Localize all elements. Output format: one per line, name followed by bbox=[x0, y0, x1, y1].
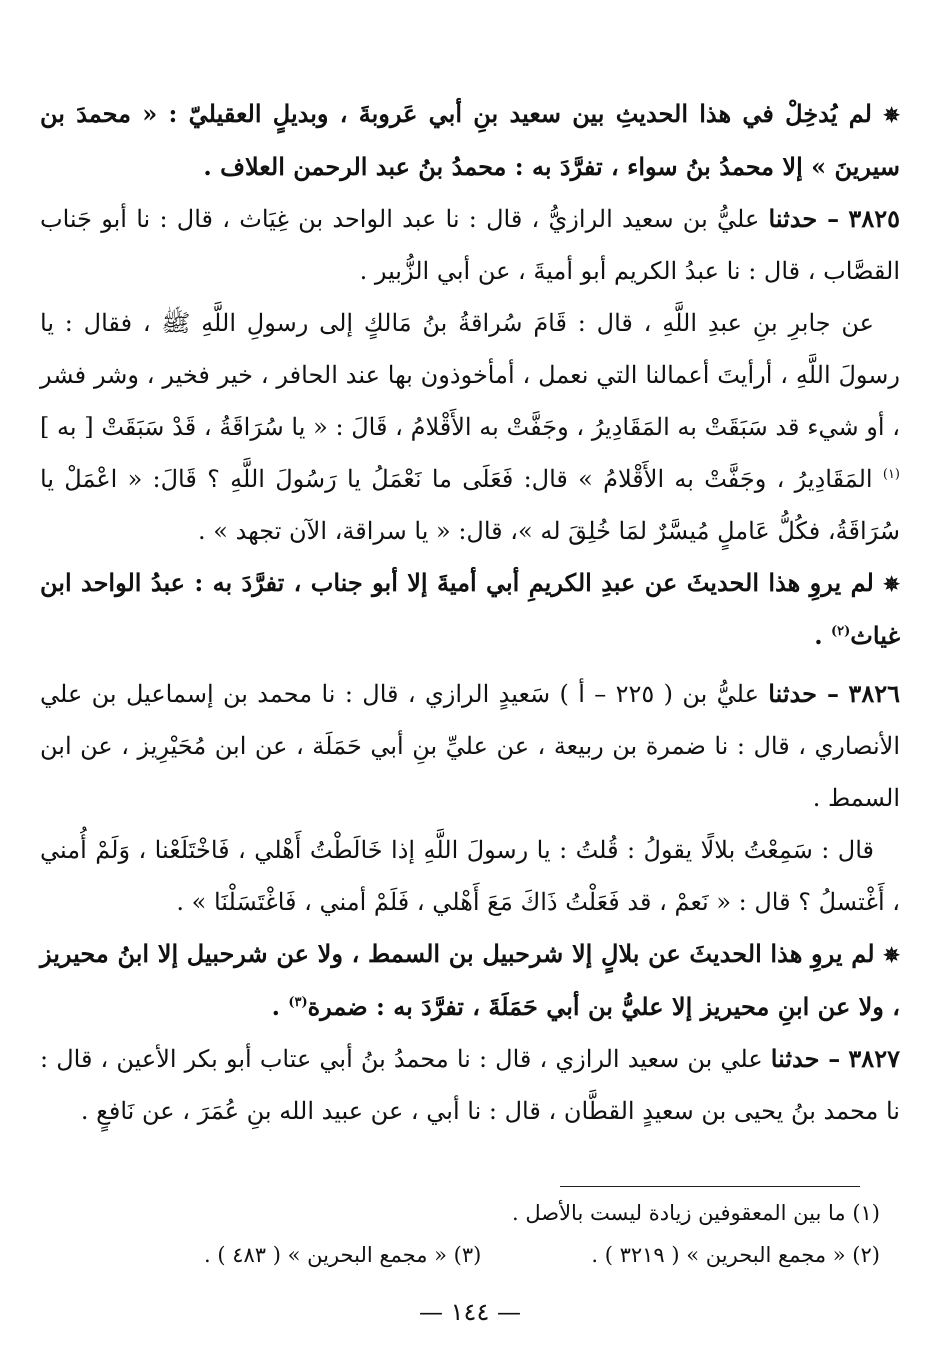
footnote-ref: (٣) bbox=[288, 995, 308, 1010]
commentary-text: لم يروِ هذا الحديثَ عن عبدِ الكريمِ أبي أميةَ إلا أبو جناب ، تفرَّدَ به : عبدُ الواحد ابن غياث bbox=[40, 568, 900, 650]
commentary-note-2 bbox=[40, 557, 900, 662]
star-ornament-icon: ✵ bbox=[883, 943, 901, 967]
commentary-text: لم يُدخِلْ في هذا الحديثِ بين سعيد بنِ أبي عَروبةَ ، وبديلٍ العقيليّ : « محمدَ بن سيرينَ » إلا محمدُ بنُ سواء ، تفرَّدَ به : محمدُ بنُ عبد الرحمن العلاف . bbox=[40, 99, 900, 181]
footnote-divider bbox=[560, 1186, 860, 1187]
commentary-note-3 bbox=[40, 928, 900, 1033]
isnad-text: علي بن سعيد الرازي ، قال : نا محمدُ بنُ أبي عتاب أبو بكر الأعين ، قال : نا محمد بنُ يحيى بن سعيدٍ القطَّان ، قال : نا أبي ، عن عبيد الله بنِ عُمَرَ ، عن نَافعٍ . bbox=[40, 1045, 900, 1125]
hadith-lead: – حدثنا bbox=[768, 204, 840, 233]
commentary-text: لم يروِ هذا الحديثَ عن بلالٍ إلا شرحبيل بن السمط ، ولا عن شرحبيل إلا ابنُ محيريز ، ولا عن ابنِ محيريز إلا عليُّ بن أبي حَمَلَةَ ، تفرَّدَ به : ضمرة bbox=[40, 939, 900, 1021]
isnad-text: عليُّ بن ( ٢٢٥ – أ ) سَعيدٍ الرازي ، قال : نا محمد بن إسماعيل بن علي الأنصاري ، قال : نا ضمرة بن ربيعة ، عن عليِّ بنِ أبي حَمَلَة ، عن ابن مُحَيْرِيز ، عن ابن السمط . bbox=[40, 680, 900, 812]
hadith-number: ٣٨٢٧ bbox=[848, 1044, 900, 1073]
hadith-lead: – حدثنا bbox=[768, 679, 840, 708]
star-ornament-icon: ✵ bbox=[883, 572, 900, 596]
footnote-2: (٢) « مجمع البحرين » ( ٣٢١٩ ) . bbox=[591, 1243, 880, 1267]
footnote-ref: (١) bbox=[882, 467, 900, 482]
matn-text-continued: المَقَادِيرُ ، وجَفَّتْ به الأَقْلامُ » قال: فَعَلَى ما نَعْمَلُ يا رَسُولَ اللَّهِ ؟ قَالَ: « اعْمَلْ يا سُرَاقَةُ، فكُلُّ عَاملٍ مُيسَّرٌ لمَا خُلِقَ له »، قال: « يا سراقة، الآن تجهد » . bbox=[40, 465, 900, 545]
footnote-3: (٣) « مجمع البحرين » ( ٤٨٣ ) . bbox=[204, 1243, 482, 1267]
matn-text: عن جابرِ بنِ عبدِ اللَّهِ ، قال : قَامَ سُراقةُ بنُ مَالكٍ إلى رسولِ اللَّهِ ﷺ ، فقال : يا رسولَ اللَّهِ ، أرأيتَ أعمالنا التي نعمل ، أمأخوذون بها عند الحافر ، خير فخير ، وشر فشر ، أو شيء قد سَبَقَتْ به المَقَادِيرُ ، وجَفَّتْ به الأَقْلامُ ، قَالَ : « يا سُرَاقَةُ ، قَدْ سَبَقَتْ [ به ] bbox=[40, 309, 900, 441]
commentary-end: . bbox=[271, 992, 289, 1021]
footnote-row bbox=[60, 1234, 880, 1276]
hadith-lead: – حدثنا bbox=[770, 1044, 841, 1073]
hadith-number: ٣٨٢٦ bbox=[848, 679, 900, 708]
hadith-number: ٣٨٢٥ bbox=[848, 204, 900, 233]
hadith-3827-isnad bbox=[40, 1033, 900, 1137]
matn-text: قال : سَمِعْتُ بلالًا يقولُ : قُلتُ : يا رسولَ اللَّهِ إذا خَالَطْتُ أَهْلي ، فَاخْتَلَعْنا ، وَلَمْ أُمني ، أَغْتسلُ ؟ قال : « نَعمْ ، قد فَعَلْتُ ذَاكَ مَعَ أَهْلي ، فَلَمْ أمني ، فَاغْتَسَلْنَا » . bbox=[40, 836, 900, 916]
commentary-end: . bbox=[814, 621, 831, 650]
hadith-3826-text bbox=[40, 824, 900, 928]
footnote-1: (١) ما بين المعقوفين زيادة ليست بالأصل . bbox=[511, 1201, 880, 1225]
hadith-3826-isnad bbox=[40, 668, 900, 824]
hadith-3825-text bbox=[40, 297, 900, 557]
hadith-3825-isnad bbox=[40, 193, 900, 297]
footnote-ref: (٢) bbox=[831, 624, 851, 639]
page-number: — ١٤٤ — bbox=[419, 1298, 521, 1326]
commentary-note-1 bbox=[40, 88, 900, 193]
footnotes bbox=[60, 1192, 880, 1276]
isnad-text: عليُّ بن سعيد الرازيُّ ، قال : نا عبد الواحد بن غِيَاث ، قال : نا أبو جَناب القصَّاب ، قال : نا عبدُ الكريم أبو أميةَ ، عن أبي الزُّبير . bbox=[40, 205, 900, 285]
star-ornament-icon: ✵ bbox=[883, 103, 900, 127]
